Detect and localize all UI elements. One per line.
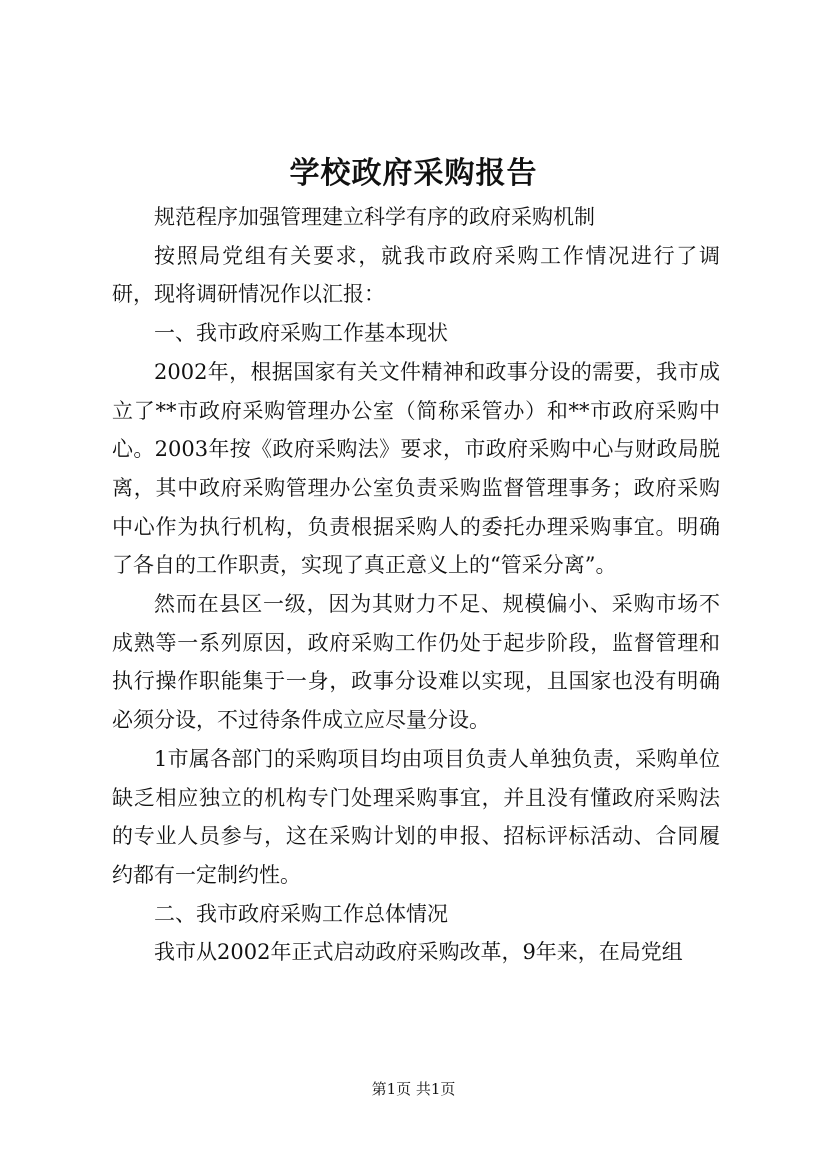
- section-heading-2: 二、我市政府采购工作总体情况: [154, 901, 448, 926]
- paragraph-intro: 按照局党组有关要求，就我市政府采购工作情况进行了调研，现将调研情况作以汇报：: [112, 243, 720, 307]
- paragraph-reform: 我市从2002年正式启动政府采购改革，9年来，在局党组: [154, 940, 683, 965]
- paragraph-departments: 1市属各部门的采购项目均由项目负责人单独负责，采购单位缺乏相应独立的机构专门处理采购事宜，并且没有懂政府采购法的专业人员参与，这在采购计划的申报、招标评标活动、合同履约都有一定制约性。: [112, 746, 720, 887]
- section-heading-1: 一、我市政府采购工作基本现状: [154, 321, 448, 346]
- paragraph-subtitle: 规范程序加强管理建立科学有序的政府采购机制: [154, 205, 595, 229]
- page-number-footer: 第1页 共1页: [371, 1080, 456, 1098]
- document-body: [112, 198, 720, 972]
- paragraph-county: 然而在县区一级，因为其财力不足、规模偏小、采购市场不成熟等一系列原因，政府采购工作仍处于起步阶段，监督管理和执行操作职能集于一身，政事分设难以实现，且国家也没有明确必须分设，不过待条件成立应尽量分设。: [112, 592, 720, 733]
- paragraph-2002: 2002年，根据国家有关文件精神和政事分设的需要，我市成立了**市政府采购管理办公室（简称采管办）和**市政府采购中心。2003年按《政府采购法》要求，市政府采购中心与财政局脱离，其中政府采购管理办公室负责采购监督管理事务；政府采购中心作为执行机构，负责根据采购人的委托办理采购事宜。明确了各自的工作职责，实现了真正意义上的“管采分离”。: [112, 359, 720, 578]
- document-title: 学校政府采购报告: [289, 156, 538, 191]
